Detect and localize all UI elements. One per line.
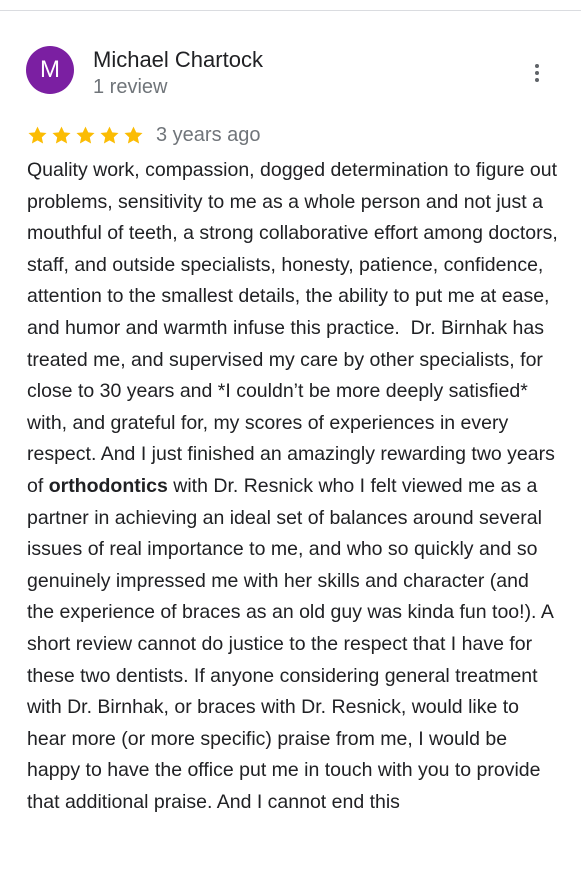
more-options-button[interactable] (522, 58, 552, 88)
star-icon (27, 125, 48, 146)
more-vert-icon-dot (535, 71, 539, 75)
review-date: 3 years ago (156, 123, 261, 146)
star-icon (51, 125, 72, 146)
star-icon (75, 125, 96, 146)
more-vert-icon (535, 64, 539, 68)
avatar-initial: M (40, 56, 60, 83)
review-count: 1 review (93, 76, 168, 98)
star-rating (27, 125, 144, 146)
review-text-part-2: with Dr. Resnick who I felt viewed me as a partner in achieving an ideal set of balances around several issues of real importance to me, and who so quickly and so genuinely impressed me with her skills and character (and the experience of braces as an old guy was kinda fun too!). A short review cannot do justice to the respect that I have for these two dentists. If anyone considering general treatment with Dr. Birnhak, or braces with Dr. Resnick, would like to hear more (or more specific) praise from me, I would be happy to have the office put me in touch with you to provide that additional praise. And I cannot end this (27, 474, 559, 813)
review-text-part-1: Quality work, compassion, dogged determination to figure out problems, sensitivity to me as a whole person and not just a mouthful of teeth, a strong collaborative effort among doctors, staff, and outside specialists, honesty, patience, confidence, attention to the smallest details, the ability to put me at ease, and humor and warmth infuse this practice. Dr. Birnhak has treated me, and supervised my care by other specialists, for close to 30 years and *I couldn’t be more deeply satisfied* with, and grateful for, my scores of experiences in every respect. And I just finished an amazingly rewarding two years of (27, 159, 564, 497)
top-divider (0, 10, 581, 11)
avatar[interactable] (26, 46, 74, 94)
rating-row (27, 121, 261, 149)
reviewer-name[interactable]: Michael Chartock (93, 47, 263, 72)
review-highlight: orthodontics (48, 474, 168, 497)
more-vert-icon-dot (535, 78, 539, 82)
review-text (27, 155, 564, 818)
star-icon (123, 125, 144, 146)
star-icon (99, 125, 120, 146)
